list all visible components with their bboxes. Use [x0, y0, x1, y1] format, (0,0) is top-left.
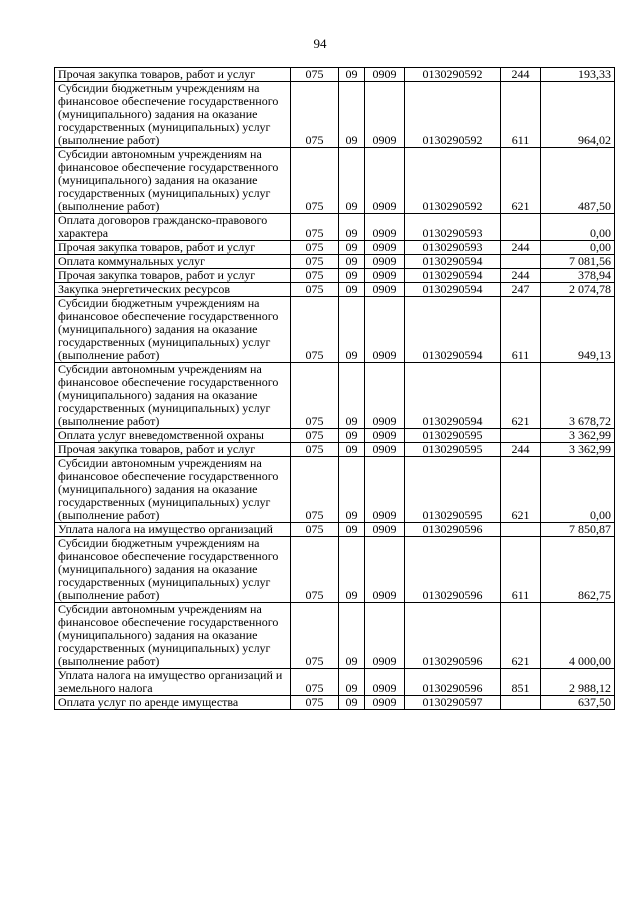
- cell-section: 09: [339, 696, 365, 710]
- cell-section: 09: [339, 82, 365, 148]
- cell-name: Субсидии автономным учреждениям на финансовое обеспечение государственного (муниципального) задания на оказание государственных (муниципальных) услуг (выполнение работ): [55, 457, 291, 523]
- cell-target-article: 0130290595: [405, 429, 501, 443]
- cell-amount: 2 074,78: [541, 283, 615, 297]
- cell-subsection: 0909: [365, 537, 405, 603]
- table-row: [55, 523, 615, 537]
- cell-subsection: 0909: [365, 68, 405, 82]
- cell-expense-type: 621: [501, 363, 541, 429]
- cell-name: Оплата коммунальных услуг: [55, 255, 291, 269]
- cell-amount: 637,50: [541, 696, 615, 710]
- cell-subsection: 0909: [365, 297, 405, 363]
- table-row: [55, 457, 615, 523]
- cell-expense-type: 621: [501, 457, 541, 523]
- cell-grbs: 075: [291, 82, 339, 148]
- cell-subsection: 0909: [365, 457, 405, 523]
- table-row: [55, 68, 615, 82]
- budget-table-body: [55, 68, 615, 710]
- cell-name: Прочая закупка товаров, работ и услуг: [55, 443, 291, 457]
- cell-name: Субсидии бюджетным учреждениям на финансовое обеспечение государственного (муниципального) задания на оказание государственных (муниципальных) услуг (выполнение работ): [55, 537, 291, 603]
- cell-section: 09: [339, 241, 365, 255]
- cell-amount: 378,94: [541, 269, 615, 283]
- cell-expense-type: 247: [501, 283, 541, 297]
- cell-grbs: 075: [291, 68, 339, 82]
- cell-subsection: 0909: [365, 255, 405, 269]
- cell-name: Субсидии бюджетным учреждениям на финансовое обеспечение государственного (муниципального) задания на оказание государственных (муниципальных) услуг (выполнение работ): [55, 82, 291, 148]
- table-row: [55, 603, 615, 669]
- cell-grbs: 075: [291, 214, 339, 241]
- cell-expense-type: [501, 696, 541, 710]
- cell-section: 09: [339, 363, 365, 429]
- cell-subsection: 0909: [365, 443, 405, 457]
- cell-target-article: 0130290596: [405, 537, 501, 603]
- table-row: [55, 269, 615, 283]
- cell-section: 09: [339, 283, 365, 297]
- cell-grbs: 075: [291, 443, 339, 457]
- cell-amount: 7 850,87: [541, 523, 615, 537]
- cell-amount: 862,75: [541, 537, 615, 603]
- cell-target-article: 0130290592: [405, 148, 501, 214]
- cell-target-article: 0130290594: [405, 269, 501, 283]
- cell-grbs: 075: [291, 241, 339, 255]
- cell-grbs: 075: [291, 457, 339, 523]
- cell-subsection: 0909: [365, 283, 405, 297]
- table-row: [55, 669, 615, 696]
- cell-name: Прочая закупка товаров, работ и услуг: [55, 241, 291, 255]
- cell-subsection: 0909: [365, 669, 405, 696]
- cell-target-article: 0130290596: [405, 669, 501, 696]
- cell-subsection: 0909: [365, 603, 405, 669]
- cell-target-article: 0130290594: [405, 255, 501, 269]
- cell-name: Субсидии автономным учреждениям на финансовое обеспечение государственного (муниципального) задания на оказание государственных (муниципальных) услуг (выполнение работ): [55, 603, 291, 669]
- cell-grbs: 075: [291, 603, 339, 669]
- table-row: [55, 241, 615, 255]
- cell-section: 09: [339, 255, 365, 269]
- cell-expense-type: 611: [501, 297, 541, 363]
- cell-section: 09: [339, 429, 365, 443]
- cell-subsection: 0909: [365, 696, 405, 710]
- cell-amount: 0,00: [541, 241, 615, 255]
- cell-amount: 3 362,99: [541, 429, 615, 443]
- cell-grbs: 075: [291, 297, 339, 363]
- cell-amount: 4 000,00: [541, 603, 615, 669]
- cell-expense-type: [501, 523, 541, 537]
- cell-name: Субсидии автономным учреждениям на финансовое обеспечение государственного (муниципального) задания на оказание государственных (муниципальных) услуг (выполнение работ): [55, 148, 291, 214]
- cell-expense-type: [501, 429, 541, 443]
- cell-expense-type: 244: [501, 68, 541, 82]
- cell-amount: 0,00: [541, 457, 615, 523]
- cell-section: 09: [339, 148, 365, 214]
- cell-subsection: 0909: [365, 241, 405, 255]
- cell-grbs: 075: [291, 537, 339, 603]
- cell-grbs: 075: [291, 429, 339, 443]
- table-row: [55, 82, 615, 148]
- cell-expense-type: [501, 214, 541, 241]
- table-row: [55, 283, 615, 297]
- cell-section: 09: [339, 68, 365, 82]
- cell-expense-type: 621: [501, 603, 541, 669]
- cell-grbs: 075: [291, 669, 339, 696]
- cell-section: 09: [339, 603, 365, 669]
- cell-subsection: 0909: [365, 214, 405, 241]
- cell-amount: 3 362,99: [541, 443, 615, 457]
- table-row: [55, 363, 615, 429]
- cell-grbs: 075: [291, 148, 339, 214]
- cell-amount: 193,33: [541, 68, 615, 82]
- cell-expense-type: 611: [501, 82, 541, 148]
- cell-section: 09: [339, 443, 365, 457]
- cell-target-article: 0130290596: [405, 603, 501, 669]
- cell-name: Уплата налога на имущество организаций: [55, 523, 291, 537]
- cell-target-article: 0130290594: [405, 283, 501, 297]
- budget-table: [54, 67, 615, 710]
- cell-name: Оплата услуг по аренде имущества: [55, 696, 291, 710]
- cell-amount: 949,13: [541, 297, 615, 363]
- cell-grbs: 075: [291, 363, 339, 429]
- table-row: [55, 255, 615, 269]
- cell-name: Субсидии автономным учреждениям на финансовое обеспечение государственного (муниципального) задания на оказание государственных (муниципальных) услуг (выполнение работ): [55, 363, 291, 429]
- cell-section: 09: [339, 457, 365, 523]
- cell-grbs: 075: [291, 255, 339, 269]
- cell-amount: 7 081,56: [541, 255, 615, 269]
- cell-target-article: 0130290595: [405, 443, 501, 457]
- cell-target-article: 0130290596: [405, 523, 501, 537]
- cell-name: Оплата договоров гражданско-правового характера: [55, 214, 291, 241]
- cell-section: 09: [339, 537, 365, 603]
- cell-expense-type: [501, 255, 541, 269]
- cell-name: Уплата налога на имущество организаций и земельного налога: [55, 669, 291, 696]
- cell-section: 09: [339, 214, 365, 241]
- cell-grbs: 075: [291, 283, 339, 297]
- cell-target-article: 0130290593: [405, 241, 501, 255]
- cell-name: Прочая закупка товаров, работ и услуг: [55, 269, 291, 283]
- cell-target-article: 0130290592: [405, 68, 501, 82]
- cell-target-article: 0130290595: [405, 457, 501, 523]
- page-number: 94: [313, 36, 327, 51]
- cell-target-article: 0130290592: [405, 82, 501, 148]
- cell-subsection: 0909: [365, 82, 405, 148]
- table-row: [55, 297, 615, 363]
- cell-expense-type: 244: [501, 241, 541, 255]
- cell-subsection: 0909: [365, 429, 405, 443]
- cell-section: 09: [339, 297, 365, 363]
- cell-grbs: 075: [291, 269, 339, 283]
- cell-target-article: 0130290593: [405, 214, 501, 241]
- cell-amount: 964,02: [541, 82, 615, 148]
- cell-name: Оплата услуг вневедомственной охраны: [55, 429, 291, 443]
- cell-expense-type: 621: [501, 148, 541, 214]
- cell-target-article: 0130290594: [405, 297, 501, 363]
- cell-expense-type: 851: [501, 669, 541, 696]
- cell-grbs: 075: [291, 523, 339, 537]
- cell-amount: 487,50: [541, 148, 615, 214]
- cell-grbs: 075: [291, 696, 339, 710]
- cell-name: Закупка энергетических ресурсов: [55, 283, 291, 297]
- table-row: [55, 696, 615, 710]
- cell-subsection: 0909: [365, 148, 405, 214]
- table-row: [55, 443, 615, 457]
- cell-subsection: 0909: [365, 523, 405, 537]
- cell-subsection: 0909: [365, 363, 405, 429]
- cell-expense-type: 244: [501, 443, 541, 457]
- cell-amount: 0,00: [541, 214, 615, 241]
- table-row: [55, 537, 615, 603]
- cell-name: Прочая закупка товаров, работ и услуг: [55, 68, 291, 82]
- cell-expense-type: 244: [501, 269, 541, 283]
- table-row: [55, 429, 615, 443]
- table-row: [55, 214, 615, 241]
- cell-expense-type: 611: [501, 537, 541, 603]
- cell-amount: 2 988,12: [541, 669, 615, 696]
- cell-section: 09: [339, 269, 365, 283]
- cell-section: 09: [339, 523, 365, 537]
- cell-target-article: 0130290597: [405, 696, 501, 710]
- cell-amount: 3 678,72: [541, 363, 615, 429]
- table-row: [55, 148, 615, 214]
- cell-target-article: 0130290594: [405, 363, 501, 429]
- cell-name: Субсидии бюджетным учреждениям на финансовое обеспечение государственного (муниципального) задания на оказание государственных (муниципальных) услуг (выполнение работ): [55, 297, 291, 363]
- cell-section: 09: [339, 669, 365, 696]
- cell-subsection: 0909: [365, 269, 405, 283]
